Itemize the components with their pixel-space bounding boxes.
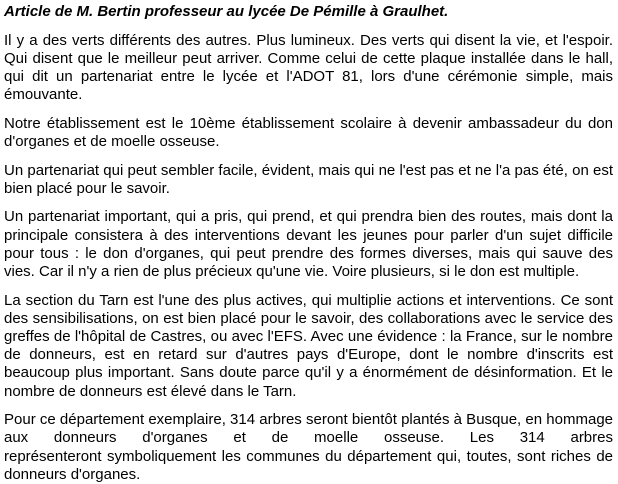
article-title: Article de M. Bertin professeur au lycée De Pémille à Graulhet.: [4, 3, 449, 20]
article-paragraph-1: Il y a des verts différents des autres. Plus lumineux. Des verts qui disent la vie, et l'espoir. Qui disent que le meilleur peut arriver. Comme celui de cette plaque installée dans le hall, qui dit un partenariat entre le lycée et l'ADOT 81, lors d'une cérémonie simple, mais émouvante.: [4, 31, 613, 104]
paragraph-6-stretched-segment: Pour ce département exemplaire, 314 arbres seront bientôt plantés à Busque, en hommage aux donneurs d'organes et de moelle osseuse. Les 314 arbres: [4, 411, 613, 447]
article-paragraph-5: La section du Tarn est l'une des plus actives, qui multiplie actions et interventions. Ce sont des sensibilisations, on est bien placé pour le savoir, des collaborations avec le service des greffes de l'hôpital de Castres, ou avec l'EFS. Avec une évidence : la France, sur le nombre de donneurs, est en retard sur d'autres pays d'Europe, dont le nombre d'inscrits est beaucoup plus important. Sans doute parce qu'il y a énormément de désinformation. Et le nombre de donneurs est élevé dans le Tarn.: [4, 291, 613, 400]
article-paragraph-6: [4, 411, 613, 484]
article-paragraph-2: Notre établissement est le 10ème établissement scolaire à devenir ambassadeur du don d'organes et de moelle osseuse.: [4, 114, 613, 150]
paragraph-6-continuation: représenteront symboliquement les communes du département qui, toutes, sont riches de donneurs d'organes.: [4, 447, 613, 483]
article-paragraph-4: Un partenariat important, qui a pris, qui prend, et qui prendra bien des routes, mais dont la principale consistera à des interventions devant les jeunes pour parler d'un sujet difficile pour tous : le don d'organes, qui peut prendre des formes diverses, mais qui sauve des vies. Car il n'y a rien de plus précieux qu'une vie. Voire plusieurs, si le don est multiple.: [4, 208, 613, 280]
article-paragraph-3: Un partenariat qui peut sembler facile, évident, mais qui ne l'est pas et ne l'a pas été, on est bien placé pour le savoir.: [4, 161, 613, 197]
